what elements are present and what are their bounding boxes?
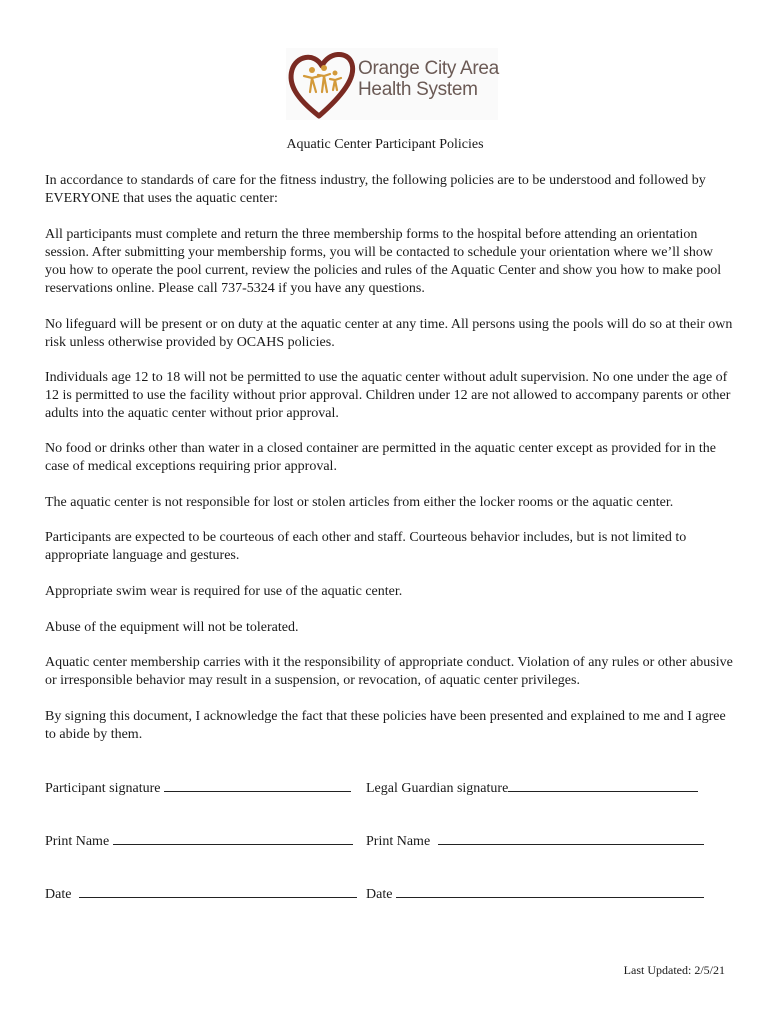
print-name-right-field[interactable] — [366, 832, 704, 850]
participant-signature-label: Participant signature — [45, 781, 161, 796]
intro-paragraph: In accordance to standards of care for the fitness industry, the following policies are to be understood and followed by EVERYONE that uses the aquatic center: — [45, 173, 706, 206]
org-name-line2: Health System — [358, 79, 478, 100]
age-paragraph: Individuals age 12 to 18 will not be permitted to use the aquatic center without adult supervision. No one under the age of 12 is permitted to use the facility without prior approval. Children under 12 are not allowed to accompany parents or other adults into the aquatic center without prior approval. — [45, 370, 731, 421]
date-right-field[interactable] — [366, 885, 704, 903]
acknowledgement-paragraph: By signing this document, I acknowledge the fact that these policies have been presented and explained to me and I agree to abide by them. — [45, 709, 726, 742]
date-right-line[interactable] — [396, 885, 704, 898]
print-name-left-label: Print Name — [45, 834, 110, 849]
membership-paragraph: All participants must complete and return the three membership forms to the hospital before attending an orientation session. After submitting your membership forms, you will be contacted to schedule your orientation where we’ll show you how to operate the pool current, review the policies and rules of the Aquatic Center and show you how to make pool reservations online. Please call 737-5324 if you have any questions. — [45, 227, 722, 296]
guardian-signature-line[interactable] — [508, 779, 698, 792]
print-name-left-field[interactable] — [45, 832, 353, 850]
org-name-line1: Orange City Area — [358, 58, 499, 79]
print-name-right-line[interactable] — [438, 832, 704, 845]
lifeguard-paragraph: No lifeguard will be present or on duty at the aquatic center at any time. All persons using the pools will do so at their own risk unless otherwise provided by OCAHS policies. — [45, 317, 733, 350]
page-title: Aquatic Center Participant Policies — [286, 137, 484, 152]
lost-articles-paragraph: The aquatic center is not responsible for lost or stolen articles from either the locker rooms or the aquatic center. — [45, 495, 674, 510]
swimwear-paragraph: Appropriate swim wear is required for use of the aquatic center. — [45, 584, 403, 599]
guardian-signature-label: Legal Guardian signature — [366, 781, 509, 796]
date-left-line[interactable] — [79, 885, 357, 898]
guardian-signature-field[interactable] — [366, 779, 698, 797]
org-name — [358, 58, 499, 100]
courtesy-paragraph: Participants are expected to be courteous of each other and staff. Courteous behavior includes, but is not limited to appropriate language and gestures. — [45, 530, 687, 563]
date-left-label: Date — [45, 887, 72, 902]
date-left-field[interactable] — [45, 885, 357, 903]
print-name-right-label: Print Name — [366, 834, 431, 849]
equipment-paragraph: Abuse of the equipment will not be tolerated. — [45, 620, 299, 635]
conduct-paragraph: Aquatic center membership carries with it the responsibility of appropriate conduct. Violation of any rules or other abusive or irresponsible behavior may result in a suspension, or revocation, of aquatic center privileges. — [45, 655, 733, 688]
last-updated: Last Updated: 2/5/21 — [623, 963, 725, 977]
participant-signature-line[interactable] — [164, 779, 351, 792]
food-paragraph: No food or drinks other than water in a closed container are permitted in the aquatic center except as provided for in the case of medical exceptions requiring prior approval. — [45, 441, 716, 474]
print-name-left-line[interactable] — [113, 832, 353, 845]
participant-signature-field[interactable] — [45, 779, 351, 797]
date-right-label: Date — [366, 887, 393, 902]
